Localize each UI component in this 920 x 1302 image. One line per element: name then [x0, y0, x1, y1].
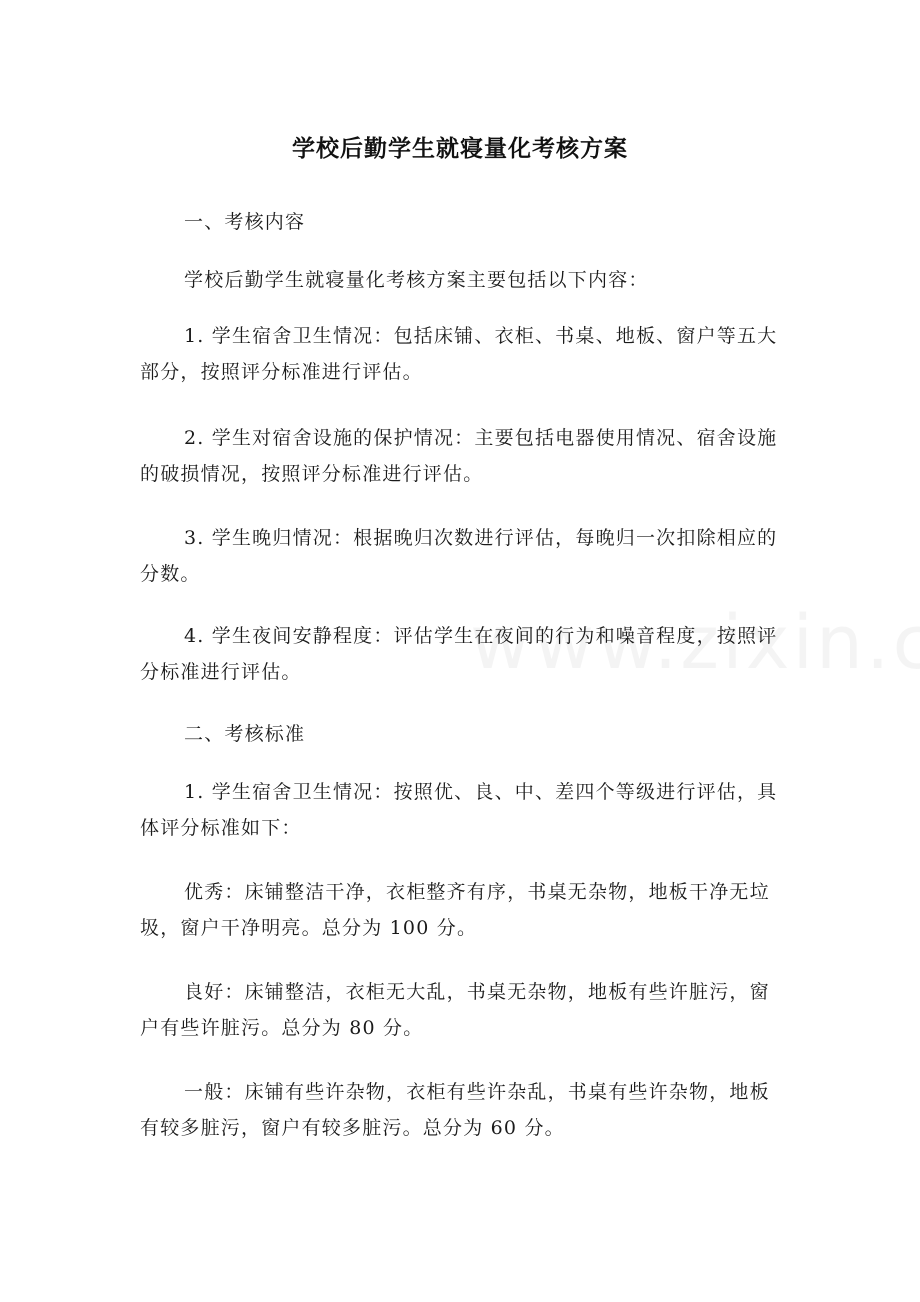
- document-title: 学校后勤学生就寝量化考核方案: [292, 136, 628, 162]
- paragraph-item-1: 1. 学生宿舍卫生情况：包括床铺、衣柜、书桌、地板、窗户等五大部分，按照评分标准进行评估。: [140, 325, 778, 383]
- paragraph-standard-1: 1. 学生宿舍卫生情况：按照优、良、中、差四个等级进行评估，具体评分标准如下：: [140, 781, 778, 839]
- paragraph-intro: 学校后勤学生就寝量化考核方案主要包括以下内容：: [184, 269, 649, 291]
- paragraph-item-4: 4. 学生夜间安静程度：评估学生在夜间的行为和噪音程度，按照评分标准进行评估。: [140, 625, 778, 683]
- paragraph-level-average: 一般：床铺有些许杂物，衣柜有些许杂乱，书桌有些许杂物，地板有较多脏污，窗户有较多脏污。总分为 60 分。: [140, 1081, 770, 1139]
- paragraph-item-2: 2. 学生对宿舍设施的保护情况：主要包括电器使用情况、宿舍设施的破损情况，按照评分标准进行评估。: [140, 427, 778, 485]
- section-heading-content: 一、考核内容: [184, 211, 306, 233]
- section-heading-standards: 二、考核标准: [184, 723, 306, 745]
- paragraph-level-excellent: 优秀：床铺整洁干净，衣柜整齐有序，书桌无杂物，地板干净无垃圾，窗户干净明亮。总分为 100 分。: [140, 881, 770, 939]
- paragraph-level-good: 良好：床铺整洁，衣柜无大乱，书桌无杂物，地板有些许脏污，窗户有些许脏污。总分为 80 分。: [140, 981, 770, 1039]
- paragraph-item-3: 3. 学生晚归情况：根据晚归次数进行评估，每晚归一次扣除相应的分数。: [140, 527, 778, 585]
